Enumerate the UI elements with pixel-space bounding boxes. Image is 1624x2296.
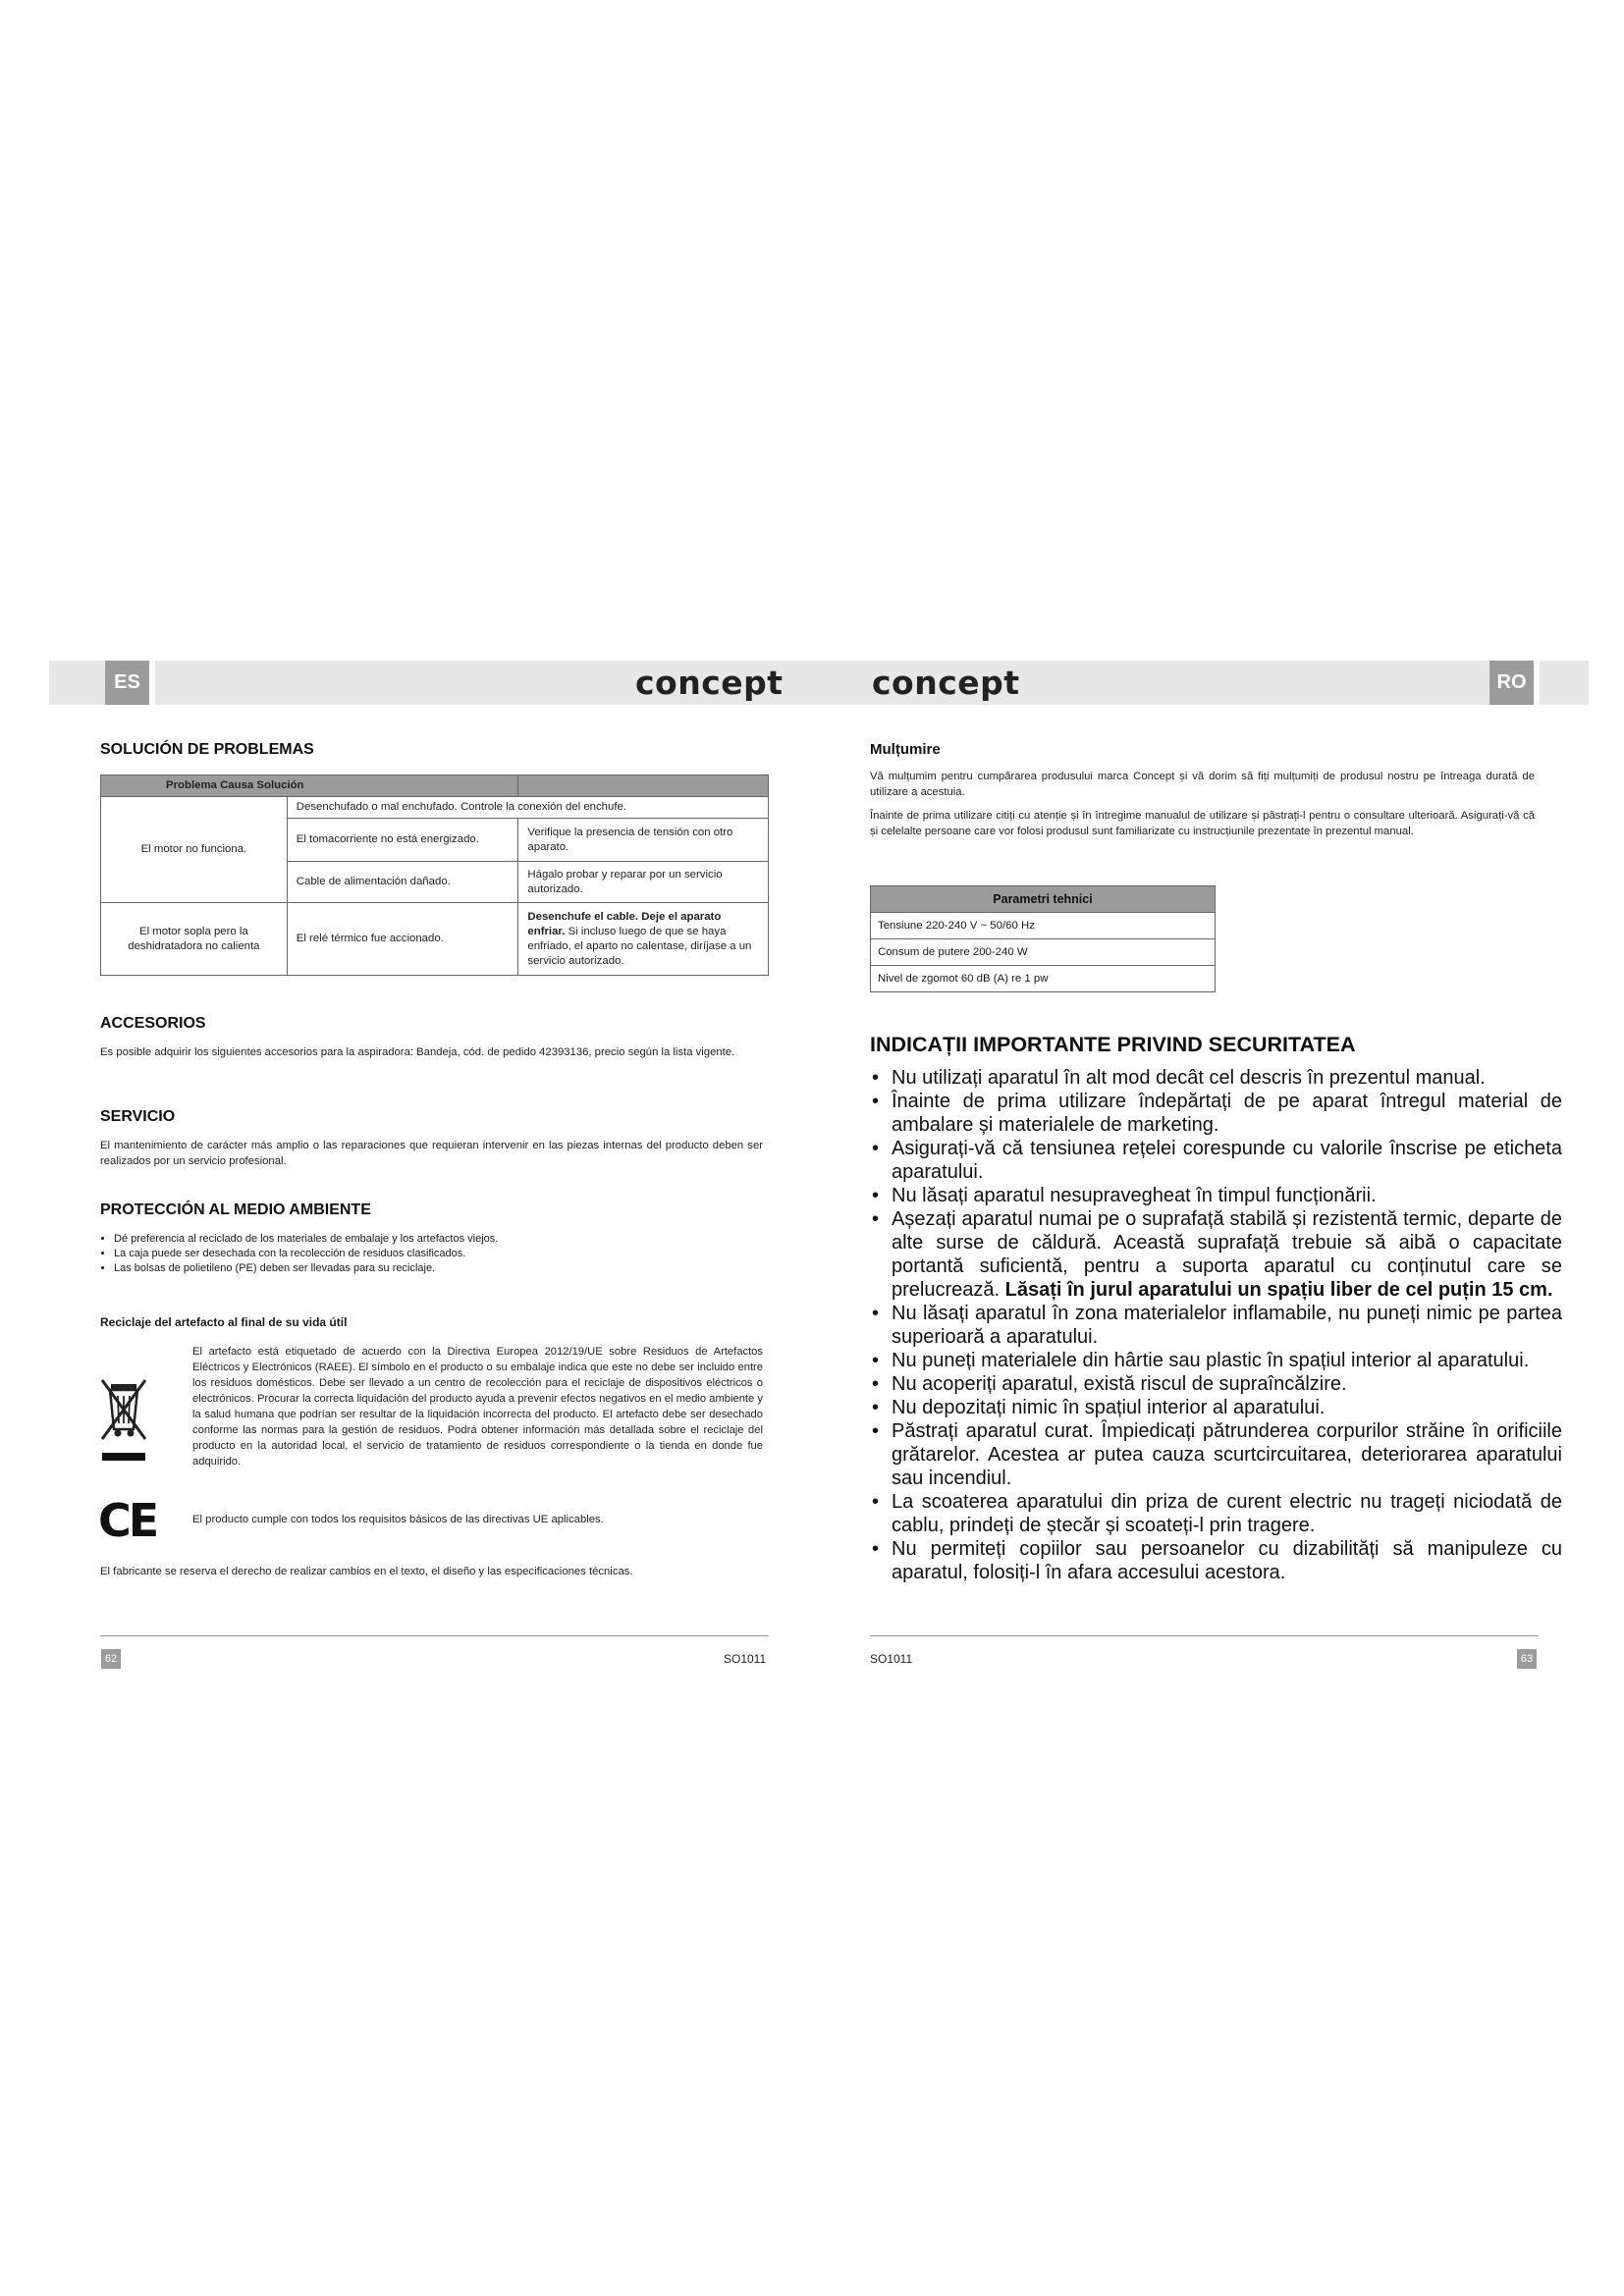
model-code-right: SO1011 <box>870 1652 913 1666</box>
placement-text: Așezați aparatul numai pe o suprafață stabilă și rezistentă termic, departe de alte surse de căldură. Această suprafață trebuie să aibă o capacitate portantă suficientă, pentru a suporta aparatul cu conținutul care se prelucrează. <box>892 1208 1562 1301</box>
safety-item: • Nu permiteți copiilor sau persoanelor cu dizabilități să manipuleze cu aparatul, folosiți-l în afara accesului acestora. <box>892 1537 1562 1584</box>
cause-cell: Desenchufado o mal enchufado. Controle la conexión del enchufe. <box>287 797 768 819</box>
solution-rest: Si incluso luego de que se haya enfriado, el aparto no calentase, diríjase a un servicio autorizado. <box>527 925 752 967</box>
safety-item: • Nu lăsați aparatul nesupravegheat în timpul funcționării. <box>892 1184 1562 1207</box>
solution-cell: Hágalo probar y reparar por un servicio autorizado. <box>518 862 769 903</box>
problem-cell: El motor sopla pero la deshidratadora no calienta <box>101 903 288 976</box>
lang-tab-ro: RO <box>1489 661 1534 705</box>
solution-cell: Verifique la presencia de tensión con otro aparato. <box>518 819 769 862</box>
spec-row: Tensiune 220-240 V ~ 50/60 Hz <box>871 913 1216 939</box>
troubleshooting-title: SOLUCIÓN DE PROBLEMAS <box>100 741 314 758</box>
brand-logo-left: concept <box>635 664 784 702</box>
safety-item: • Nu utilizați aparatul în alt mod decât cel descris în prezentul manual. <box>892 1066 1562 1090</box>
spec-row: Nivel de zgomot 60 dB (A) re 1 pw <box>871 966 1216 992</box>
thanks-title: Mulțumire <box>870 741 941 758</box>
accessories-title: ACCESORIOS <box>100 1015 206 1032</box>
thanks-paragraph-2: Înainte de prima utilizare citiți cu atenție și în întregime manualul de utilizare și păstrați-l pentru o consultare ulterioară. Asigurați-vă că și celelalte persoane care vor folosi produsul sunt familiarizate cu instrucțiunile prezentate în prezentul manual. <box>870 810 1535 837</box>
accessories-text: Es posible adquirir los siguientes accesorios para la aspiradora: Bandeja, cód. de pedido 42393136, precio según la lista vigente. <box>100 1046 735 1058</box>
solution-cell <box>518 903 769 976</box>
table-header-empty <box>518 775 769 797</box>
header-bar <box>155 661 1489 705</box>
model-code-left: SO1011 <box>724 1652 767 1666</box>
spec-row: Consum de putere 200-240 W <box>871 939 1216 966</box>
placement-bold-text: Lăsați în jurul aparatului un spațiu liber de cel puțin 15 cm. <box>1004 1279 1553 1301</box>
safety-list <box>870 1066 1562 1584</box>
recycling-text: El artefacto está etiquetado de acuerdo con la Directiva Europea 2012/19/UE sobre Residuos de Artefactos Eléctricos y Electrónicos (RAEE). El símbolo en el producto o su embalaje indica que este no debe ser incluido entre los residuos domésticos. Debe ser llevado a un centro de recolección para el reciclaje de dispositivos eléctricos o electrónicos. Procurar la correcta liquidación del producto ayuda a prevenir efectos negativos en el medio ambiente y la salud humana que podrían ser resultar de la liquidación incorrecta del producto. El artefacto debe ser desechado conforme las normas para la gestión de residuos. Podrá obtener información más detallada sobre el reciclaje del producto en la autoridad local, el servicio de tratamiento de residuos correspondiente o la tienda en donde fue adquirido. <box>192 1346 763 1468</box>
safety-item: • Asigurați-vă că tensiunea rețelei corespunde cu valorile înscrise pe eticheta aparatului. <box>892 1137 1562 1184</box>
list-item: • La caja puede ser desechada con la recolección de residuos clasificados. <box>114 1247 762 1261</box>
page-number-left: 62 <box>101 1649 121 1669</box>
cause-cell: El relé térmico fue accionado. <box>287 903 518 976</box>
environment-title: PROTECCIÓN AL MEDIO AMBIENTE <box>100 1201 371 1218</box>
page-number-right: 63 <box>1517 1649 1537 1669</box>
safety-item: • Păstrați aparatul curat. Împiedicați pătrunderea corpurilor străine în orificiile grătarelor. Acestea ar putea cauza scurtcircuitarea, deteriorarea aparatului sau incendiul. <box>892 1419 1562 1490</box>
safety-item: • Înainte de prima utilizare îndepărtați de pe aparat întregul material de ambalare și materialele de marketing. <box>892 1090 1562 1137</box>
safety-title: INDICAȚII IMPORTANTE PRIVIND SECURITATEA <box>870 1033 1356 1056</box>
safety-item: • Nu acoperiți aparatul, există riscul de supraîncălzire. <box>892 1372 1562 1396</box>
header-bar-right-edge <box>1540 661 1589 705</box>
recycling-title: Reciclaje del artefacto al final de su vida útil <box>100 1315 348 1329</box>
cause-cell: Cable de alimentación dañado. <box>287 862 518 903</box>
footer-rule-right <box>870 1635 1539 1636</box>
cause-cell: El tomacorriente no está energizado. <box>287 819 518 862</box>
specs-header: Parametri tehnici <box>871 886 1216 913</box>
list-item: • Dé preferencia al reciclado de los materiales de embalaje y los artefactos viejos. <box>114 1232 762 1247</box>
environment-list <box>100 1232 762 1276</box>
ce-mark-icon: CE <box>98 1494 157 1547</box>
safety-item: • La scoaterea aparatului din priza de curent electric nu trageți niciodată de cablu, prindeți de ștecăr și scoateți-l prin tragere. <box>892 1490 1562 1537</box>
service-text: El mantenimiento de carácter más amplio o las reparaciones que requieran intervenir en las piezas internas del producto deben ser realizados por un servicio profesional. <box>100 1140 763 1167</box>
safety-item: • Nu puneți materialele din hârtie sau plastic în spațiul interior al aparatului. <box>892 1349 1562 1372</box>
problem-cell: El motor no funciona. <box>101 797 288 903</box>
safety-item-placement <box>892 1207 1562 1302</box>
solution-bold: Desenchufe el cable. Deje el aparato enfriar. <box>527 910 722 937</box>
list-item: • Las bolsas de polietileno (PE) deben ser llevadas para su reciclaje. <box>114 1261 762 1276</box>
footer-rule-left <box>100 1635 769 1636</box>
service-title: SERVICIO <box>100 1108 176 1125</box>
ce-text: El producto cumple con todos los requisitos básicos de las directivas UE aplicables. <box>192 1514 604 1525</box>
table-header: Problema Causa Solución <box>101 775 518 797</box>
thanks-paragraph-1: Vă mulțumim pentru cumpărarea produsului marca Concept și vă dorim să fiți mulțumiți de produsul nostru pe întreaga durată de utilizare a acestuia. <box>870 771 1535 798</box>
lang-tab-es: ES <box>105 661 149 705</box>
safety-item: • Nu lăsați aparatul în zona materialelor inflamabile, nu puneți nimic pe partea superioară a aparatului. <box>892 1302 1562 1349</box>
safety-item: • Nu depozitați nimic în spațiul interior al aparatului. <box>892 1396 1562 1419</box>
disclaimer-text: El fabricante se reserva el derecho de realizar cambios en el texto, el diseño y las especificaciones técnicas. <box>100 1566 633 1577</box>
brand-logo-right: concept <box>872 664 1020 702</box>
weee-bin-icon <box>98 1374 149 1468</box>
specs-table <box>870 885 1216 992</box>
troubleshooting-table <box>100 774 769 976</box>
